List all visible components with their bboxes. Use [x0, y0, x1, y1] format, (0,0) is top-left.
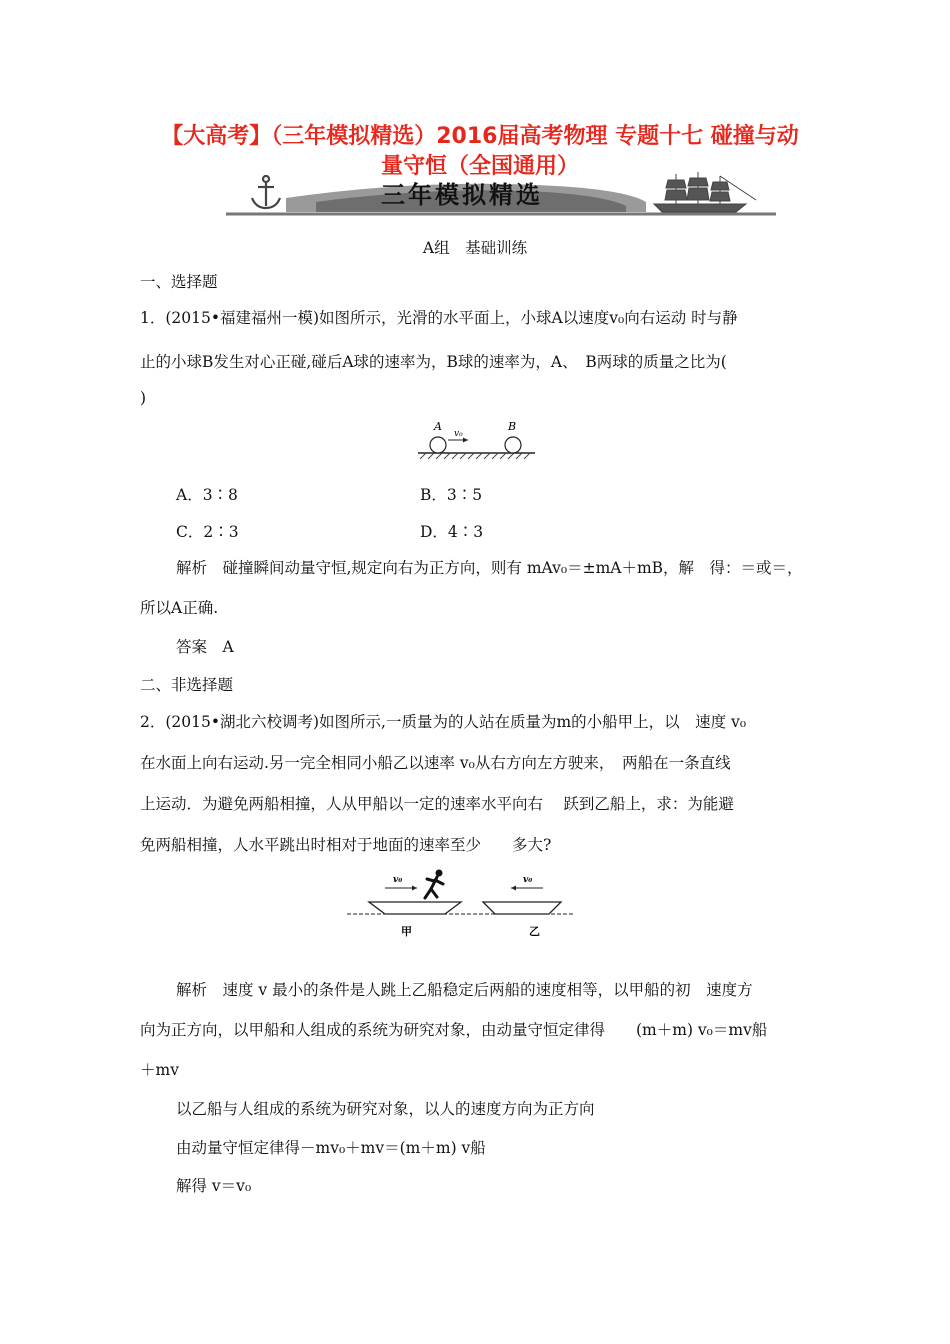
q2-figure-boats	[345, 864, 575, 944]
boat-left	[369, 902, 461, 914]
q1-option-a: A．3∶8	[176, 486, 238, 504]
section-heading-choice: 一、选择题	[140, 273, 218, 291]
q2-analysis-line-3: ＋mv	[140, 1061, 179, 1079]
person-running-icon	[425, 870, 443, 899]
label-jia: 甲	[401, 925, 412, 938]
label-v0: v₀	[454, 429, 463, 439]
q1-option-c: C．2∶3	[176, 523, 239, 541]
q1-text-line-3: )	[140, 389, 147, 407]
q1-option-b: B．3∶5	[420, 486, 483, 504]
banner-text: 三年模拟精选	[381, 181, 543, 209]
q2-text-line-4: 免两船相撞，人水平跳出时相对于地面的速率至少 多大?	[140, 836, 552, 854]
title-line-2: 量守恒（全国通用）	[380, 154, 579, 179]
q2-analysis-line-6: 解得 v＝v₀	[176, 1177, 252, 1195]
label-v0-right: v₀	[523, 875, 533, 885]
sailing-ship-icon	[654, 172, 756, 212]
label-yi: 乙	[529, 925, 540, 938]
label-b: B	[508, 420, 517, 433]
boat-right	[483, 902, 561, 914]
q1-text-line-1: 1．(2015•福建福州一模)如图所示，光滑的水平面上，小球A以速度v₀向右运动 时与静	[140, 309, 738, 327]
label-a: A	[434, 420, 442, 433]
section-heading-nonchoice: 二、非选择题	[140, 676, 234, 694]
anchor-icon	[252, 176, 280, 208]
group-title: A组 基础训练	[422, 239, 528, 257]
title-line-1: 【大高考】（三年模拟精选）2016届高考物理 专题十七 碰撞与动	[161, 124, 799, 149]
q2-text-line-3: 上运动．为避免两船相撞，人从甲船以一定的速率水平向右 跃到乙船上，求：为能避	[140, 795, 734, 813]
label-v0-left: v₀	[393, 875, 403, 885]
q2-analysis-line-1: 解析 速度 v 最小的条件是人跳上乙船稳定后两船的速度相等，以甲船的初 速度方	[176, 981, 753, 999]
q1-analysis-line-2: 所以A正确.	[140, 599, 219, 617]
q2-text-line-1: 2．(2015•湖北六校调考)如图所示,一质量为的人站在质量为m的小船甲上，以 速度 v₀	[140, 713, 747, 731]
ball-a	[430, 437, 446, 453]
q2-text-line-2: 在水面上向右运动.另一完全相同小船乙以速率 v₀从右方向左方驶来， 两船在一条直线	[140, 754, 731, 772]
q1-figure-balls	[414, 418, 539, 464]
q2-analysis-line-4: 以乙船与人组成的系统为研究对象，以人的速度方向为正方向	[176, 1100, 595, 1118]
q1-text-line-2: 止的小球B发生对心正碰,碰后A球的速率为，B球的速率为，A、 B两球的质量之比为(	[140, 353, 727, 371]
q1-analysis-line-1: 解析 碰撞瞬间动量守恒,规定向右为正方向，则有 mAv₀＝±mA＋mB，解 得：＝或＝，	[176, 559, 803, 577]
ball-b	[505, 437, 521, 453]
q2-analysis-line-2: 向为正方向，以甲船和人组成的系统为研究对象，由动量守恒定律得 (m＋m) v₀＝mv船	[140, 1021, 768, 1039]
q1-answer: 答案 A	[176, 638, 234, 656]
q2-analysis-line-5: 由动量守恒定律得－mv₀＋mv＝(m＋m) v船	[176, 1139, 486, 1157]
q1-option-d: D．4∶3	[420, 523, 484, 541]
